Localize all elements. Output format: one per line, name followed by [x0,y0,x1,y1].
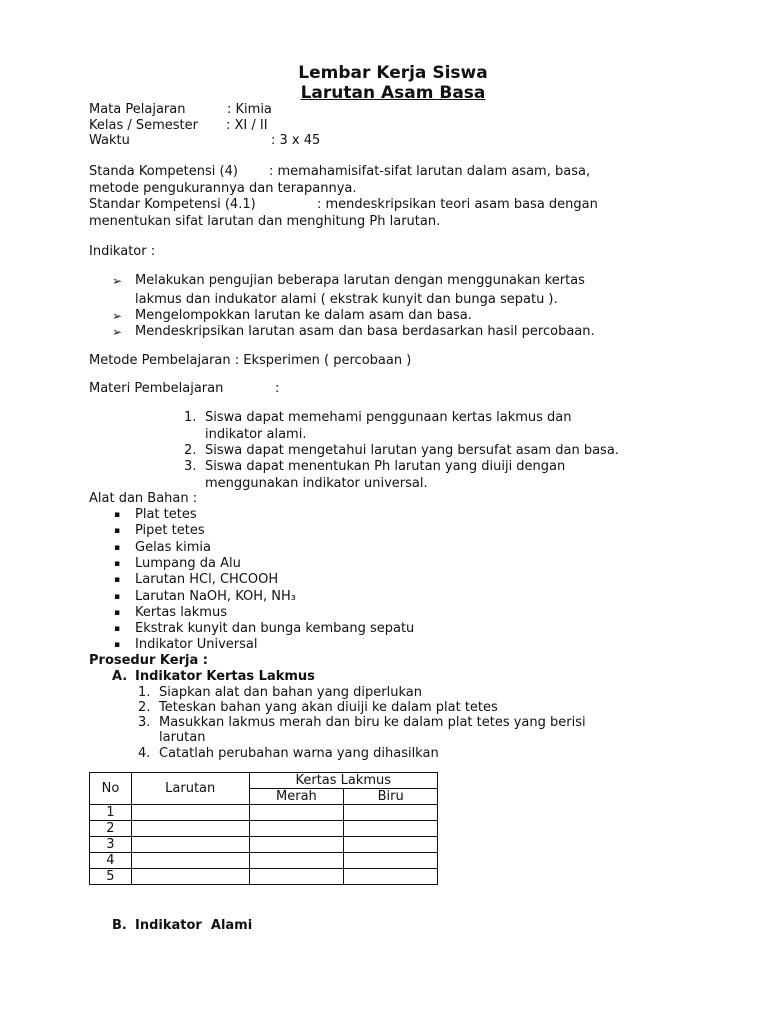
section-a-title: Indikator Kertas Lakmus [135,669,315,684]
cell-merah[interactable] [249,853,344,869]
kd-text-2: menentukan sifat larutan dan menghitung Ph larutan. [89,214,441,229]
indikator-item-3: Mendeskripsikan larutan asam dan basa berdasarkan hasil percobaan. [135,324,595,339]
alat-item-5: Larutan HCl, CHCOOH [135,572,279,587]
cell-biru[interactable] [344,869,438,885]
materi-item-2: Siswa dapat mengetahui larutan yang bersufat asam dan basa. [205,443,619,458]
square-bullet-icon: ▪ [114,640,121,650]
indikator-item-1: Melakukan pengujian beberapa larutan dengan menggunakan kertas [135,273,585,288]
sk-text-1: : memahamisifat-sifat larutan dalam asam, basa, [269,164,591,179]
alat-item-3: Gelas kimia [135,540,211,555]
cell-biru[interactable] [344,837,438,853]
materi-colon: : [275,381,280,396]
info-value-kelas: : XI / II [226,118,268,133]
cell-merah[interactable] [249,869,344,885]
alat-item-8: Ekstrak kunyit dan bunga kembang sepatu [135,621,415,636]
alat-item-7: Kertas lakmus [135,605,227,620]
info-value-mapel: : Kimia [227,102,272,117]
cell-merah[interactable] [249,837,344,853]
indikator-item-2: Mengelompokkan larutan ke dalam asam dan basa. [135,308,472,323]
row-number: 3 [90,837,132,853]
header-biru: Biru [344,789,438,805]
row-number: 2 [90,821,132,837]
row-number: 5 [90,869,132,885]
cell-biru[interactable] [344,805,438,821]
cell-larutan[interactable] [131,821,249,837]
alat-heading: Alat dan Bahan : [89,491,198,506]
square-bullet-icon: ▪ [114,559,121,569]
square-bullet-icon: ▪ [114,592,121,602]
square-bullet-icon: ▪ [114,510,121,520]
table-row [90,837,438,853]
section-b-title: Indikator Alami [135,918,253,933]
cell-larutan[interactable] [131,853,249,869]
materi-item-3-cont: menggunakan indikator universal. [205,476,428,491]
square-bullet-icon: ▪ [114,526,121,536]
cell-larutan[interactable] [131,805,249,821]
materi-item-1-cont: indikator alami. [205,427,307,442]
table-row [90,821,438,837]
materi-label: Materi Pembelajaran [89,381,224,396]
alat-item-9: Indikator Universal [135,637,258,652]
kertas-lakmus-table [89,772,438,885]
alat-item-6: Larutan NaOH, KOH, NH₃ [135,589,296,604]
cell-larutan[interactable] [131,837,249,853]
sk-label: Standa Kompetensi (4) [89,164,238,179]
step-3: Masukkan lakmus merah dan biru ke dalam plat tetes yang berisi [159,715,586,730]
alat-item-1: Plat tetes [135,507,197,522]
kd-text-1: : mendeskripsikan teori asam basa dengan [317,197,598,212]
prosedur-heading: Prosedur Kerja : [89,653,208,668]
row-number: 1 [90,805,132,821]
cell-merah[interactable] [249,805,344,821]
cell-larutan[interactable] [131,869,249,885]
header-larutan: Larutan [131,773,249,805]
kd-label: Standar Kompetensi (4.1) [89,197,256,212]
materi-num-1: 1. [184,410,197,425]
step-2: Teteskan bahan yang akan diuiji ke dalam plat tetes [159,700,498,715]
info-label-mapel: Mata Pelajaran [89,102,186,117]
indikator-item-1-cont: lakmus dan indukator alami ( ekstrak kunyit dan bunga sepatu ). [135,292,558,307]
page-subtitle: Larutan Asam Basa [300,83,486,103]
arrow-bullet-icon: ➢ [112,274,123,288]
step-1: Siapkan alat dan bahan yang diperlukan [159,685,422,700]
header-merah: Merah [249,789,344,805]
alat-item-4: Lumpang da Alu [135,556,241,571]
square-bullet-icon: ▪ [114,608,121,618]
arrow-bullet-icon: ➢ [112,325,123,339]
table-row [90,869,438,885]
step-num-2: 2. [138,700,151,715]
metode-pembelajaran: Metode Pembelajaran : Eksperimen ( percobaan ) [89,353,412,368]
section-a-letter: A. [112,669,128,684]
row-number: 4 [90,853,132,869]
cell-biru[interactable] [344,853,438,869]
step-num-1: 1. [138,685,151,700]
alat-item-2: Pipet tetes [135,523,205,538]
step-num-3: 3. [138,715,151,730]
info-label-kelas: Kelas / Semester [89,118,198,133]
table-row [90,853,438,869]
square-bullet-icon: ▪ [114,624,121,634]
materi-item-3: Siswa dapat menentukan Ph larutan yang diuiji dengan [205,459,566,474]
page-title: Lembar Kerja Siswa [298,63,488,83]
table-row [90,805,438,821]
step-3-cont: larutan [159,730,206,745]
sk-text-2: metode pengukurannya dan terapannya. [89,181,357,196]
materi-item-1: Siswa dapat memehami penggunaan kertas lakmus dan [205,410,572,425]
materi-num-2: 2. [184,443,197,458]
step-num-4: 4. [138,746,151,761]
header-no: No [90,773,132,805]
section-b-letter: B. [112,918,127,933]
square-bullet-icon: ▪ [114,575,121,585]
arrow-bullet-icon: ➢ [112,309,123,323]
square-bullet-icon: ▪ [114,543,121,553]
cell-merah[interactable] [249,821,344,837]
info-value-waktu: : 3 x 45 [271,133,321,148]
step-4: Catatlah perubahan warna yang dihasilkan [159,746,439,761]
header-kertas-lakmus: Kertas Lakmus [249,773,437,789]
indikator-heading: Indikator : [89,244,156,259]
materi-num-3: 3. [184,459,197,474]
cell-biru[interactable] [344,821,438,837]
info-label-waktu: Waktu [89,133,130,148]
